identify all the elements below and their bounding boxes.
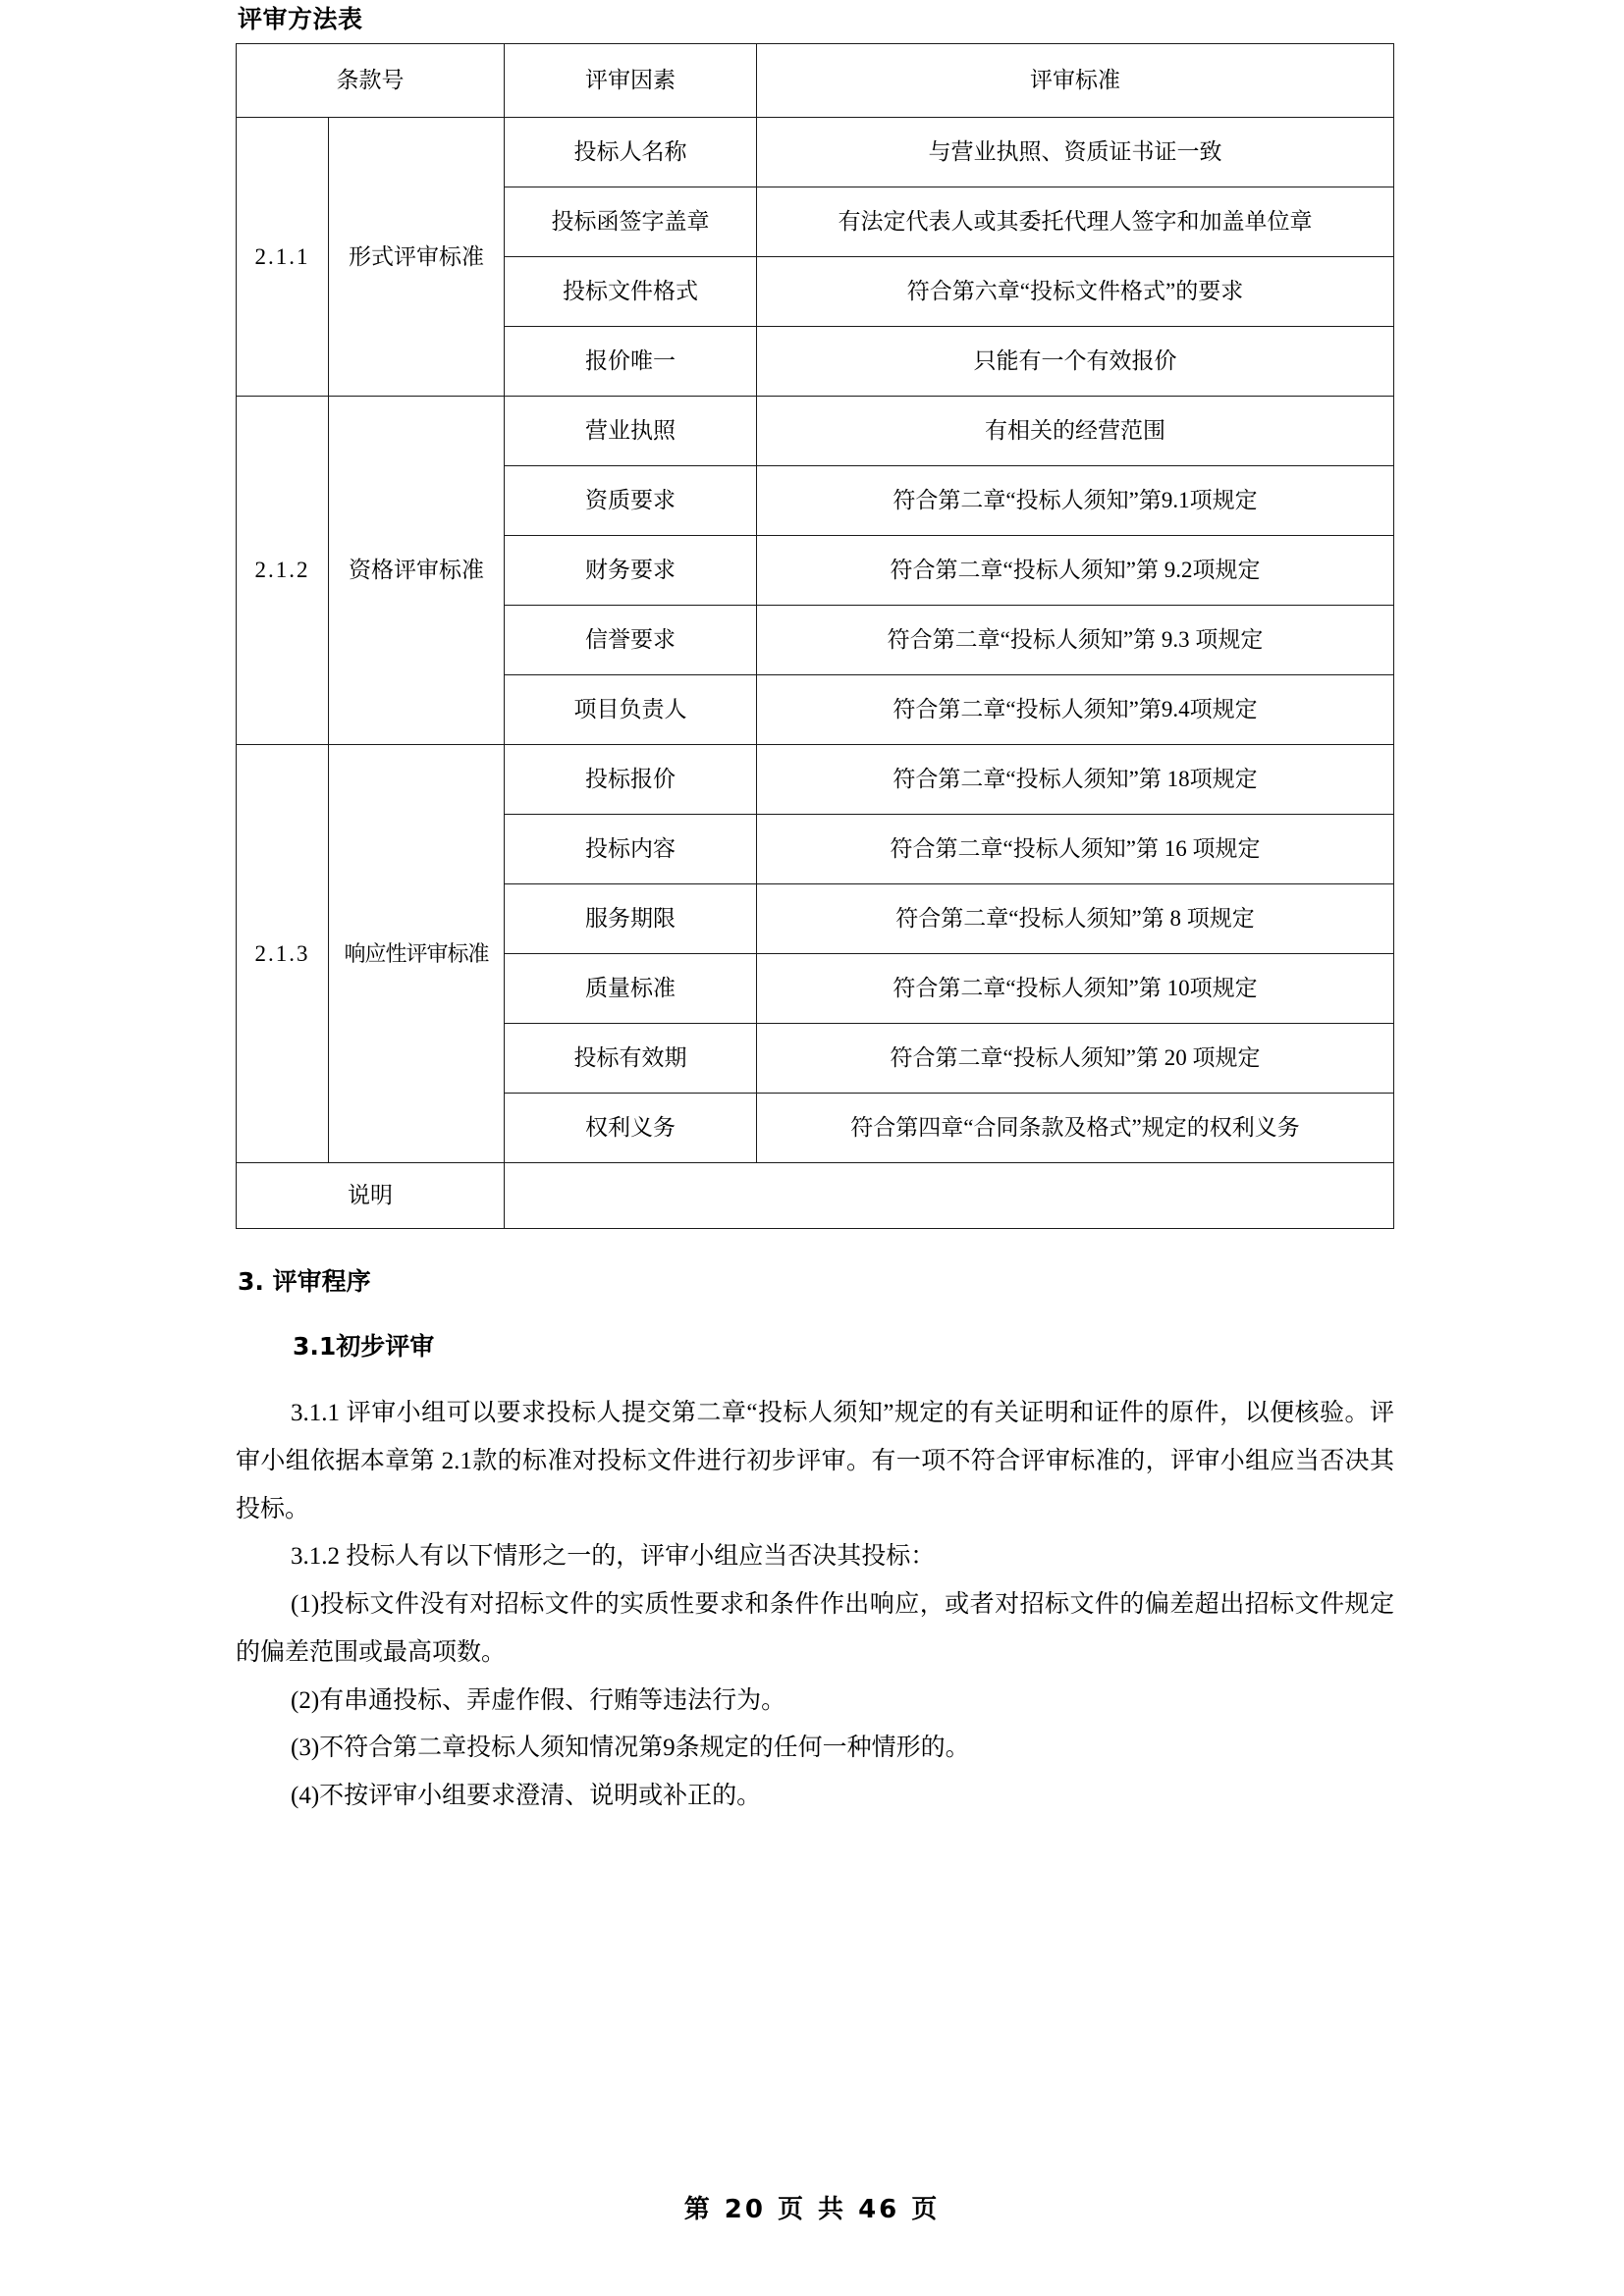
note-value-cell <box>505 1163 1394 1229</box>
paragraph-item-4: (4)不按评审小组要求澄清、说明或补正的。 <box>291 1783 762 1809</box>
factor-cell: 营业执照 <box>505 397 757 466</box>
factor-cell: 信誉要求 <box>505 606 757 675</box>
group-label-cell: 形式评审标准 <box>329 118 505 397</box>
header-clause: 条款号 <box>237 44 505 118</box>
group-label-cell: 响应性评审标准 <box>329 745 505 1163</box>
section-heading-review-procedure: 3. 评审程序 <box>238 1267 371 1296</box>
factor-cell: 投标人名称 <box>505 118 757 187</box>
header-factor: 评审因素 <box>505 44 757 118</box>
standard-cell: 符合第六章“投标文件格式”的要求 <box>757 257 1394 327</box>
factor-cell: 投标报价 <box>505 745 757 815</box>
factor-cell: 权利义务 <box>505 1094 757 1163</box>
section-heading-preliminary-review: 3.1初步评审 <box>293 1332 435 1361</box>
standard-cell: 符合第二章“投标人须知”第 20 项规定 <box>757 1024 1394 1094</box>
standard-cell: 符合第二章“投标人须知”第 16 项规定 <box>757 815 1394 884</box>
table-header-row <box>237 44 1394 118</box>
paragraph-item-3: (3)不符合第二章投标人须知情况第9条规定的任何一种情形的。 <box>291 1735 970 1762</box>
standard-cell: 符合第二章“投标人须知”第 9.3 项规定 <box>757 606 1394 675</box>
factor-cell: 投标内容 <box>505 815 757 884</box>
table-note-row <box>237 1163 1394 1229</box>
table-row <box>237 118 1394 187</box>
group-label-cell: 资格评审标准 <box>329 397 505 745</box>
standard-cell: 符合第二章“投标人须知”第 9.2项规定 <box>757 536 1394 606</box>
standard-cell: 符合第二章“投标人须知”第 18项规定 <box>757 745 1394 815</box>
clause-number-cell: 2.1.3 <box>237 745 329 1163</box>
table-row <box>237 397 1394 466</box>
factor-cell: 财务要求 <box>505 536 757 606</box>
paragraph-3-1-1: 3.1.1 评审小组可以要求投标人提交第二章“投标人须知”规定的有关证明和证件的原件，以便核验。评审小组依据本章第 2.1款的标准对投标文件进行初步评审。有一项不符合评审标准的，评审小组应当否决其投标。 <box>236 1400 1394 1522</box>
factor-cell: 报价唯一 <box>505 327 757 397</box>
standard-cell: 符合第四章“合同条款及格式”规定的权利义务 <box>757 1094 1394 1163</box>
paragraph-3-1-2: 3.1.2 投标人有以下情形之一的，评审小组应当否决其投标： <box>291 1543 936 1571</box>
factor-cell: 资质要求 <box>505 466 757 536</box>
review-method-table <box>236 43 1394 1229</box>
standard-cell: 符合第二章“投标人须知”第 8 项规定 <box>757 884 1394 954</box>
table-row <box>237 745 1394 815</box>
paragraph-item-1: (1)投标文件没有对招标文件的实质性要求和条件作出响应，或者对招标文件的偏差超出招标文件规定的偏差范围或最高项数。 <box>236 1591 1394 1666</box>
table-caption: 评审方法表 <box>238 5 363 33</box>
standard-cell: 符合第二章“投标人须知”第9.4项规定 <box>757 675 1394 745</box>
page-content <box>236 0 1394 1821</box>
clause-number-cell: 2.1.2 <box>237 397 329 745</box>
factor-cell: 投标函签字盖章 <box>505 187 757 257</box>
factor-cell: 服务期限 <box>505 884 757 954</box>
factor-cell: 投标有效期 <box>505 1024 757 1094</box>
note-label-cell: 说明 <box>237 1163 505 1229</box>
page-footer: 第 20 页 共 46 页 <box>683 2195 941 2224</box>
factor-cell: 质量标准 <box>505 954 757 1024</box>
standard-cell: 只能有一个有效报价 <box>757 327 1394 397</box>
clause-number-cell: 2.1.1 <box>237 118 329 397</box>
paragraph-item-2: (2)有串通投标、弄虚作假、行贿等违法行为。 <box>291 1686 786 1714</box>
standard-cell: 符合第二章“投标人须知”第 10项规定 <box>757 954 1394 1024</box>
standard-cell: 有法定代表人或其委托代理人签字和加盖单位章 <box>757 187 1394 257</box>
factor-cell: 投标文件格式 <box>505 257 757 327</box>
standard-cell: 与营业执照、资质证书证一致 <box>757 118 1394 187</box>
factor-cell: 项目负责人 <box>505 675 757 745</box>
standard-cell: 有相关的经营范围 <box>757 397 1394 466</box>
standard-cell: 符合第二章“投标人须知”第9.1项规定 <box>757 466 1394 536</box>
header-standard: 评审标准 <box>757 44 1394 118</box>
